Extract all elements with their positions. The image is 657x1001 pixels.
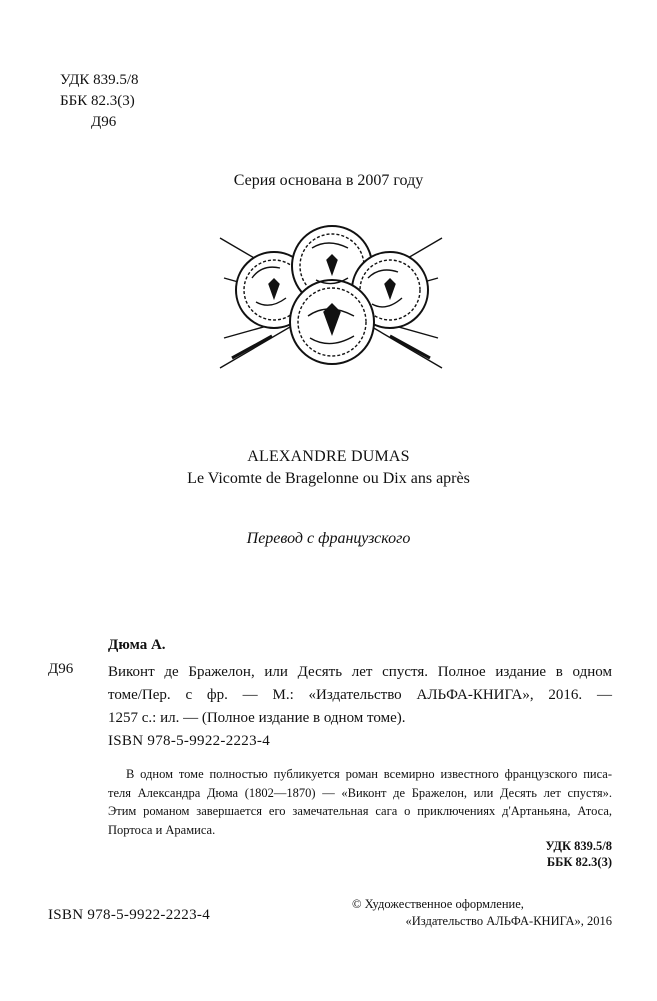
record-isbn: ISBN 978-5-9922-2223-4	[108, 733, 271, 749]
original-title: Le Vicomte de Bragelonne ou Dix ans après	[187, 470, 470, 487]
annotation-line: Портоса и Арамиса.	[108, 822, 216, 837]
record-shelf-code: Д96	[48, 661, 74, 677]
author-mark: Д96	[91, 114, 117, 130]
annotation-line: теля Александра Дюма (1802—1870) — «Виконт де Бражелон, или Десять лет спустя».	[108, 785, 612, 800]
translation-note: Перевод с французского	[246, 530, 411, 547]
codes-right-block	[545, 838, 612, 870]
series-note: Серия основана в 2007 году	[233, 172, 424, 189]
shields-emblem-icon	[212, 218, 450, 378]
original-author: ALEXANDRE DUMAS	[247, 448, 410, 465]
udk-code-right: УДК 839.5/8	[545, 839, 612, 853]
bbk-code: ББК 82.3(3)	[60, 93, 135, 109]
copyright-line-2: «Издательство АЛЬФА-КНИГА», 2016	[405, 914, 612, 928]
record-line: Виконт де Бражелон, или Десять лет спустя. Полное издание в одном	[108, 664, 612, 680]
annotation-line: В одном томе полностью публикуется роман всемирно известного французского писа-	[126, 767, 612, 781]
annotation-line: Этим романом завершается его замечательная сага о приключениях д'Артаньяна, Атоса,	[108, 804, 612, 818]
record-author: Дюма А.	[108, 637, 166, 653]
udk-code: УДК 839.5/8	[60, 72, 139, 88]
record-line: томе/Пер. с фр. — М.: «Издательство АЛЬФА-КНИГА», 2016. —	[108, 687, 612, 703]
record-line: 1257 с.: ил. — (Полное издание в одном томе).	[108, 710, 406, 726]
record-description	[108, 661, 612, 730]
isbn-bottom: ISBN 978-5-9922-2223-4	[48, 907, 211, 923]
copyright-line-1: © Художественное оформление,	[352, 897, 524, 911]
classification-block	[60, 70, 139, 133]
copyright-block	[352, 896, 612, 930]
annotation	[108, 765, 612, 839]
bbk-code-right: ББК 82.3(3)	[546, 855, 612, 869]
